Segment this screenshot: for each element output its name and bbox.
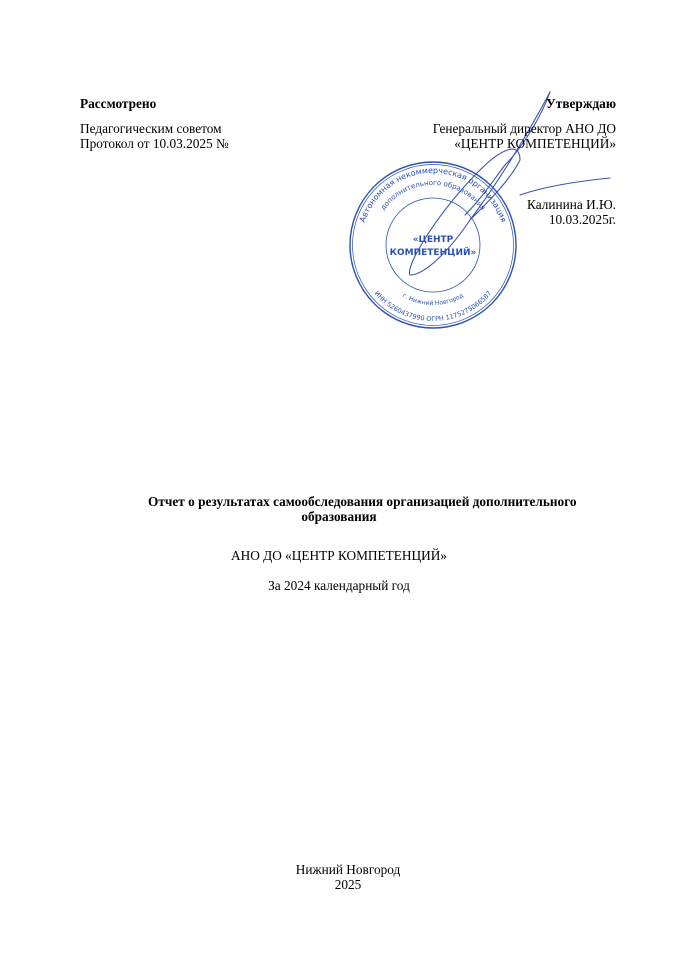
- svg-text:Автономная некоммерческая орга: [358, 166, 508, 224]
- city: Нижний Новгород: [295, 862, 401, 877]
- reviewed-by: Педагогическим советом: [80, 121, 222, 136]
- stamp-outer-top: Автономная некоммерческая организация: [357, 165, 509, 224]
- stamp-center-1: «ЦЕНТР: [412, 235, 454, 245]
- approver-position: Генеральный директор АНО ДО: [432, 121, 616, 136]
- protocol-line: Протокол от 10.03.2025 №: [80, 136, 229, 151]
- report-title-line2: образования: [301, 509, 377, 524]
- stamp-outer-bottom: ИНН 5260437990 ОГРН 1175275066587: [372, 289, 494, 324]
- reviewed-heading: Рассмотрено: [80, 96, 157, 111]
- report-title-line1: Отчет о результатах самообследования организацией дополнительного: [148, 494, 577, 509]
- report-period: За 2024 календарный год: [268, 578, 410, 593]
- stamp-inner-bottom: г. Нижний Новгород: [401, 292, 465, 308]
- organization-stamp: [348, 160, 518, 330]
- approver-name: Калинина И.Ю.: [527, 197, 616, 212]
- approver-organization: «ЦЕНТР КОМПЕТЕНЦИЙ»: [454, 136, 616, 151]
- svg-text:г. Нижний Новгород: [401, 292, 465, 307]
- organization-name: АНО ДО «ЦЕНТР КОМПЕТЕНЦИЙ»: [231, 548, 447, 563]
- approval-date: 10.03.2025г.: [548, 212, 616, 227]
- approved-heading: Утверждаю: [546, 96, 616, 111]
- year: 2025: [334, 877, 362, 892]
- stamp-center-2: КОМПЕТЕНЦИЙ»: [389, 248, 477, 258]
- stamp-inner-top: дополнительного образования: [379, 178, 487, 212]
